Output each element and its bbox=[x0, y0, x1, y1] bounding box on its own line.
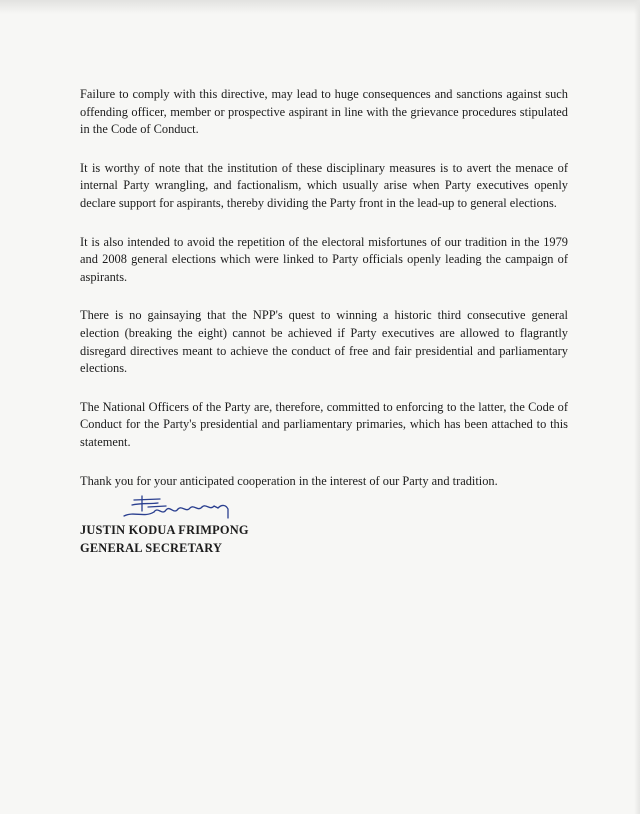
signatory-name: JUSTIN KODUA FRIMPONG bbox=[80, 523, 249, 538]
paragraph-failure-to-comply: Failure to comply with this directive, may lead to huge consequences and sanctions against such offending officer, member or prospective aspirant in line with the grievance procedures stipulated in the Code of Conduct. bbox=[80, 87, 568, 137]
handwritten-signature bbox=[120, 494, 250, 522]
closing-line: Thank you for your anticipated cooperation in the interest of our Party and tradition. bbox=[80, 473, 498, 488]
paragraph-electoral-misfortunes: It is also intended to avoid the repetition of the electoral misfortunes of our tradition in the 1979 and 2008 general elections which were linked to Party officials openly leading the campaign of aspirants. bbox=[80, 234, 568, 284]
paragraph-national-officers: The National Officers of the Party are, therefore, committed to enforcing to the latter, the Code of Conduct for the Party's presidential and parliamentary primaries, which has been attached to this statement. bbox=[80, 399, 568, 449]
paragraph-disciplinary-measures: It is worthy of note that the institution of these disciplinary measures is to avert the menace of internal Party wrangling, and factionalism, which usually arise when Party executives openly declare support for aspirants, thereby dividing the Party front in the lead-up to general elections. bbox=[80, 160, 568, 210]
signatory-title: GENERAL SECRETARY bbox=[80, 540, 223, 555]
paragraph-breaking-the-eight: There is no gainsaying that the NPP's quest to winning a historic third consecutive general election (breaking the eight) cannot be achieved if Party executives are allowed to flagrantly disregard directives meant to achieve the conduct of free and fair presidential and parliamentary elections. bbox=[80, 308, 568, 376]
